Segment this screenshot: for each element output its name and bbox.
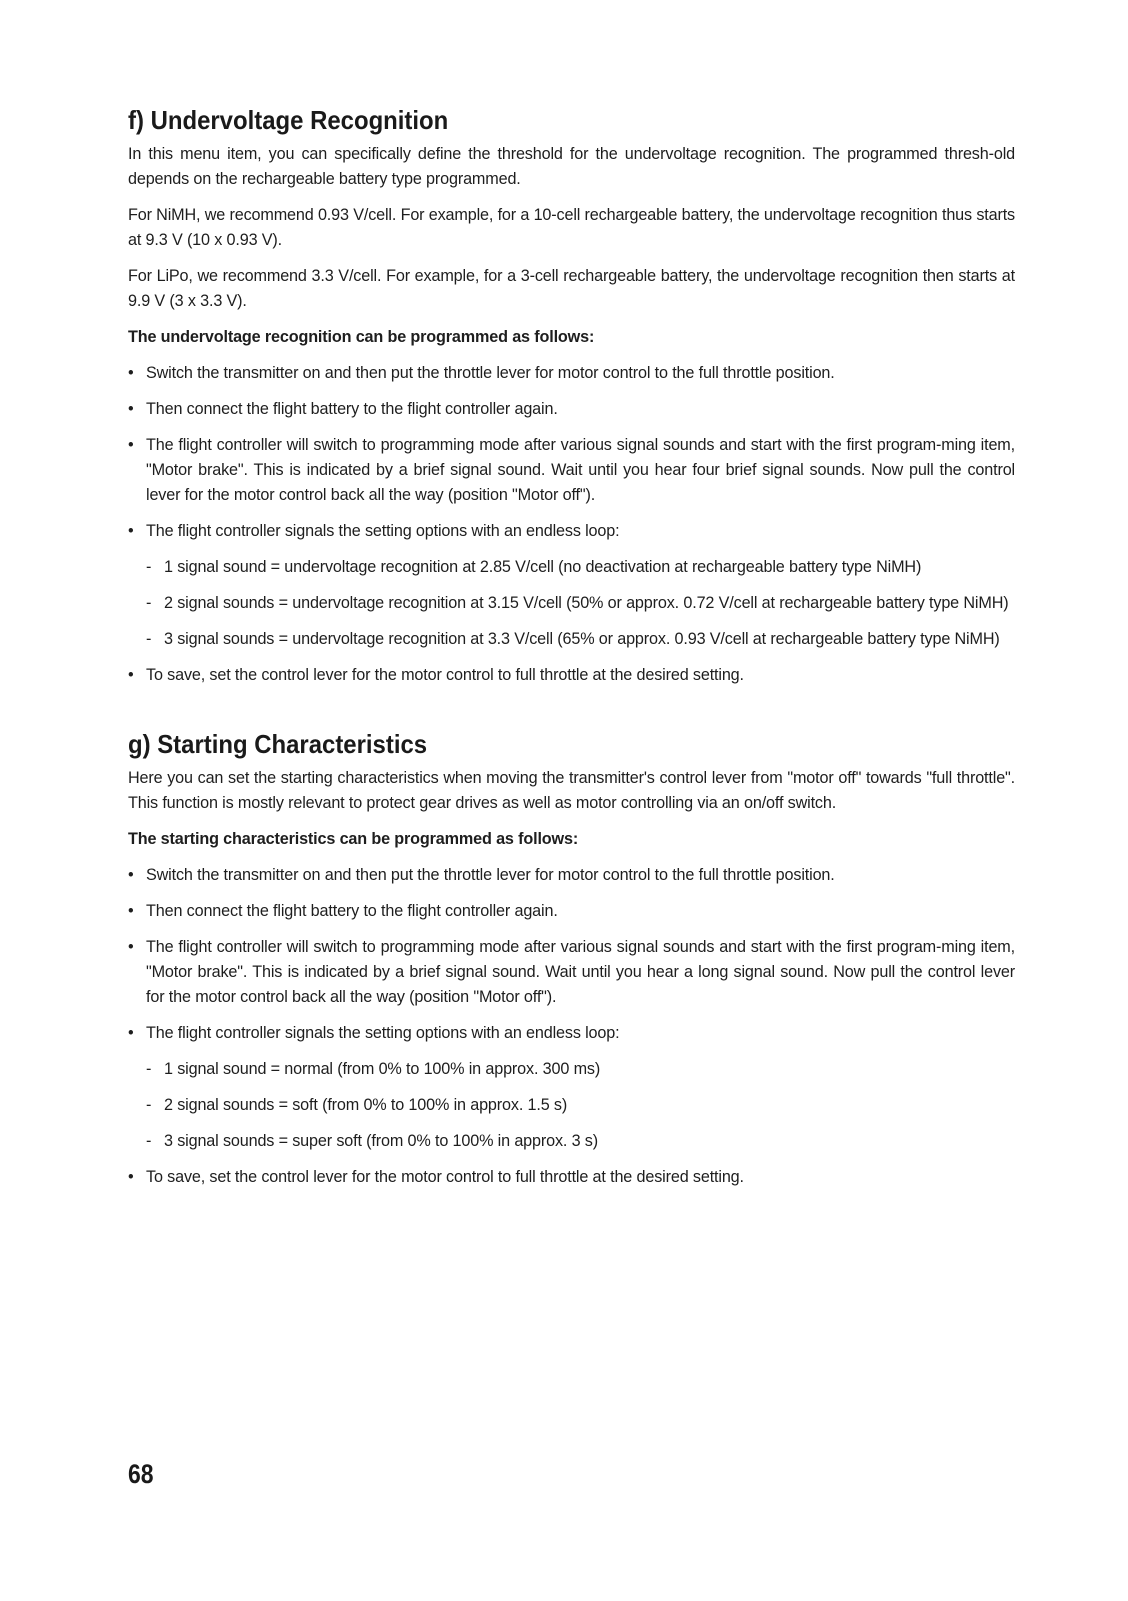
option-text: 1 signal sound = undervoltage recognition at 2.85 V/cell (no deactivation at rechargeable battery type NiMH): [164, 558, 922, 576]
procedure-list: [128, 863, 1015, 1190]
list-item-text: Switch the transmitter on and then put the throttle lever for motor control to the full throttle position.: [146, 866, 835, 884]
list-item: [128, 361, 1015, 386]
list-item: [128, 1021, 1015, 1154]
option-text: 2 signal sounds = undervoltage recognition at 3.15 V/cell (50% or approx. 0.72 V/cell at rechargeable battery type NiMH): [164, 594, 1009, 612]
bullet-marker: •: [128, 866, 134, 884]
option-item: [146, 1093, 1015, 1118]
paragraph: For LiPo, we recommend 3.3 V/cell. For example, for a 3-cell rechargeable battery, the undervoltage recognition then starts at 9.9 V (3 x 3.3 V).: [128, 267, 1015, 310]
list-item-text: The flight controller will switch to programming mode after various signal sounds and start with the first program-ming item, "Motor brake". This is indicated by a brief signal sound. Wait until you hear four brief signal sounds. Now pull the control lever for the motor control back all the way (position "Motor off").: [146, 436, 1015, 504]
manual-page: [128, 104, 1015, 1201]
procedure-lead: The undervoltage recognition can be programmed as follows:: [128, 328, 595, 346]
list-item: [128, 519, 1015, 652]
list-item-text: Switch the transmitter on and then put the throttle lever for motor control to the full throttle position.: [146, 364, 835, 382]
list-item: [128, 663, 1015, 688]
list-item: [128, 397, 1015, 422]
list-item: [128, 433, 1015, 508]
dash-marker: -: [146, 630, 152, 648]
option-text: 1 signal sound = normal (from 0% to 100% in approx. 300 ms): [164, 1060, 601, 1078]
list-item-text: The flight controller will switch to programming mode after various signal sounds and start with the first program-ming item, "Motor brake". This is indicated by a brief signal sound. Wait until you hear a long signal sound. Now pull the control lever for the motor control back all the way (position "Motor off").: [146, 938, 1015, 1006]
option-item: [146, 1129, 1015, 1154]
paragraph: For NiMH, we recommend 0.93 V/cell. For example, for a 10-cell rechargeable battery, the undervoltage recognition thus starts at 9.3 V (10 x 0.93 V).: [128, 206, 1015, 249]
list-item-text: Then connect the flight battery to the flight controller again.: [146, 902, 558, 920]
bullet-marker: •: [128, 902, 134, 920]
section-undervoltage-recognition: [128, 104, 1015, 688]
list-item: [128, 899, 1015, 924]
bullet-marker: •: [128, 400, 134, 418]
option-text: 3 signal sounds = super soft (from 0% to 100% in approx. 3 s): [164, 1132, 598, 1150]
dash-marker: -: [146, 594, 152, 612]
paragraph: Here you can set the starting characteristics when moving the transmitter's control lever from "motor off" towards "full throttle". This function is mostly relevant to protect gear drives as well as motor controlling via an on/off switch.: [128, 769, 1015, 812]
list-item-text: Then connect the flight battery to the flight controller again.: [146, 400, 558, 418]
bullet-marker: •: [128, 666, 134, 684]
dash-marker: -: [146, 1060, 152, 1078]
procedure-lead: The starting characteristics can be programmed as follows:: [128, 830, 579, 848]
paragraph: In this menu item, you can specifically define the threshold for the undervoltage recognition. The programmed thresh-old depends on the rechargeable battery type programmed.: [128, 145, 1015, 188]
list-item: [128, 1165, 1015, 1190]
section-starting-characteristics: [128, 728, 1015, 1190]
list-item: [128, 863, 1015, 888]
option-list: [146, 555, 1015, 652]
procedure-list: [128, 361, 1015, 688]
option-list: [146, 1057, 1015, 1154]
option-item: [146, 555, 1015, 580]
dash-marker: -: [146, 1132, 152, 1150]
section-heading: f) Undervoltage Recognition: [128, 105, 449, 135]
bullet-marker: •: [128, 1024, 134, 1042]
bullet-marker: •: [128, 522, 134, 540]
option-item: [146, 1057, 1015, 1082]
option-text: 3 signal sounds = undervoltage recognition at 3.3 V/cell (65% or approx. 0.93 V/cell at rechargeable battery type NiMH): [164, 630, 1000, 648]
list-item-text: To save, set the control lever for the motor control to full throttle at the desired setting.: [146, 666, 744, 684]
option-text: 2 signal sounds = soft (from 0% to 100% in approx. 1.5 s): [164, 1096, 568, 1114]
list-item-text: The flight controller signals the setting options with an endless loop:: [146, 522, 620, 540]
section-heading: g) Starting Characteristics: [128, 729, 428, 759]
bullet-marker: •: [128, 364, 134, 382]
page-number: 68: [128, 1459, 154, 1489]
option-item: [146, 591, 1015, 616]
bullet-marker: •: [128, 436, 134, 454]
list-item-text: To save, set the control lever for the motor control to full throttle at the desired setting.: [146, 1168, 744, 1186]
dash-marker: -: [146, 558, 152, 576]
bullet-marker: •: [128, 938, 134, 956]
list-item: [128, 935, 1015, 1010]
option-item: [146, 627, 1015, 652]
list-item-text: The flight controller signals the setting options with an endless loop:: [146, 1024, 620, 1042]
dash-marker: -: [146, 1096, 152, 1114]
bullet-marker: •: [128, 1168, 134, 1186]
